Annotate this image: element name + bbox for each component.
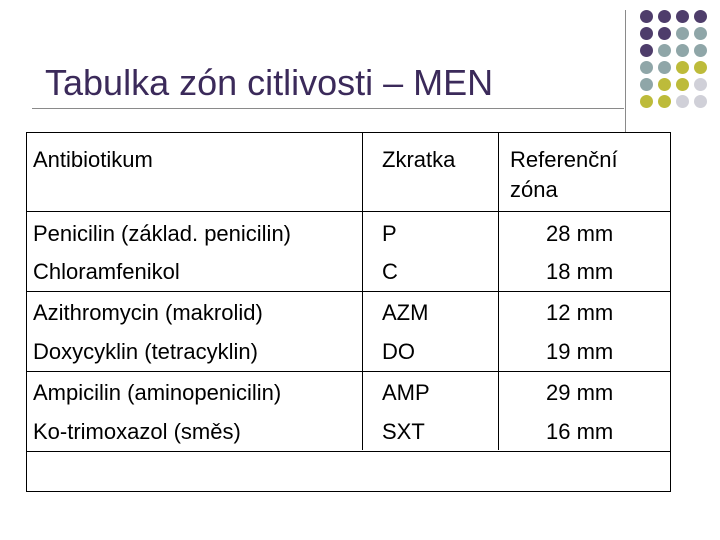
row-separator (27, 451, 670, 452)
row-antibiotic: Azithromycin (makrolid) (33, 300, 263, 325)
decorative-dot (676, 95, 689, 108)
decorative-dot (640, 61, 653, 74)
decorative-dot (640, 27, 653, 40)
row-abbreviation: AMP (382, 380, 430, 405)
slide-title: Tabulka zón citlivosti – MEN (45, 62, 494, 103)
row-abbreviation: AZM (382, 300, 429, 325)
decorative-dot (658, 78, 671, 91)
row-zone: 12 mm (546, 300, 614, 325)
row-antibiotic: Penicilin (základ. penicilin) (33, 221, 292, 246)
decorative-dot (694, 44, 707, 57)
header-zone-line1: Referenční (510, 147, 618, 172)
decorative-dot (640, 95, 653, 108)
decorative-dot (676, 10, 689, 23)
row-zone: 28 mm (546, 221, 614, 246)
row-abbreviation: SXT (382, 419, 425, 444)
row-abbreviation: DO (382, 339, 415, 364)
row-antibiotic: Ampicilin (aminopenicilin) (33, 380, 282, 405)
row-zone: 29 mm (546, 380, 614, 405)
decorative-dot (694, 95, 707, 108)
row-separator (27, 211, 670, 212)
decorative-dot (676, 27, 689, 40)
decorative-dot (658, 44, 671, 57)
decorative-dot (694, 10, 707, 23)
antibiotic-table (26, 132, 671, 492)
row-separator (27, 291, 670, 292)
header-zone-line2: zóna (510, 177, 558, 202)
header-antibiotic: Antibiotikum (33, 147, 153, 172)
decorative-vertical-line (625, 10, 626, 132)
decorative-dot (640, 10, 653, 23)
decorative-dot (640, 78, 653, 91)
row-abbreviation: C (382, 259, 398, 284)
row-zone: 16 mm (546, 419, 614, 444)
decorative-dot (694, 27, 707, 40)
decorative-dot (658, 61, 671, 74)
decorative-dot (676, 44, 689, 57)
row-antibiotic: Doxycyklin (tetracyklin) (33, 339, 258, 364)
row-abbreviation: P (382, 221, 397, 246)
decorative-dot (694, 61, 707, 74)
header-abbreviation: Zkratka (382, 147, 456, 172)
row-antibiotic: Chloramfenikol (33, 259, 180, 284)
row-zone: 18 mm (546, 259, 614, 284)
decorative-dot (658, 95, 671, 108)
decorative-dot (658, 27, 671, 40)
decorative-dot-grid (640, 10, 712, 118)
title-underline (32, 108, 624, 109)
decorative-dot (658, 10, 671, 23)
decorative-dot (694, 78, 707, 91)
decorative-dot (676, 78, 689, 91)
decorative-dot (676, 61, 689, 74)
decorative-dot (640, 44, 653, 57)
row-zone: 19 mm (546, 339, 614, 364)
row-separator (27, 371, 670, 372)
row-antibiotic: Ko-trimoxazol (směs) (33, 419, 241, 444)
